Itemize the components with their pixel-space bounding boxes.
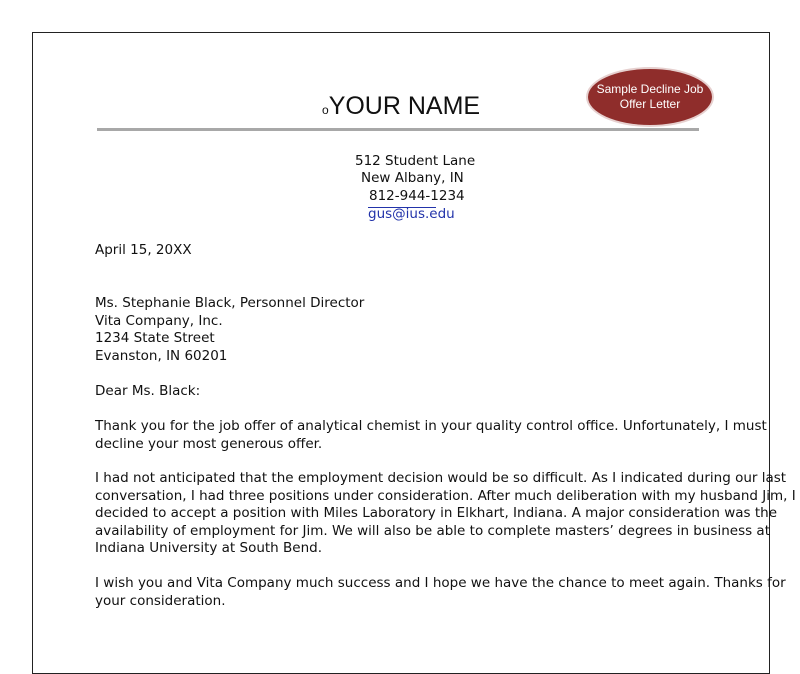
paragraph-1 [95,418,767,453]
badge-line-1: Sample Decline Job [596,82,704,96]
sender-street: 512 Student Lane [355,153,476,169]
paragraph-line: decline your most generous offer. [95,435,323,452]
salutation: Dear Ms. Black: [95,383,201,399]
paragraph-line: decided to accept a position with Miles Laboratory in Elkhart, Indiana. A major consideration was the [95,505,778,521]
recipient-address [95,295,364,365]
sender-name: YOUR NAME [328,92,481,120]
sample-badge [588,69,712,125]
badge-line-2: Offer Letter [619,97,681,111]
paragraph-line: I wish you and Vita Company much success and I hope we have the chance to meet again. Thanks for [95,575,786,591]
recipient-line: Ms. Stephanie Black, Personnel Director [95,295,365,311]
sender-phone: 812-944-1234 [369,188,465,204]
paragraph-2 [95,470,796,558]
paragraph-line: conversation, I had three positions under consideration. After much deliberation with my husband Jim, I [95,487,796,504]
recipient-line: Evanston, IN 60201 [95,347,228,364]
paragraph-3 [95,575,786,610]
header-divider [97,128,699,131]
paragraph-line: your consideration. [95,592,226,609]
bullet-marker: o [322,103,329,117]
paragraph-line: availability of employment for Jim. We will also be able to complete masters’ degrees in business at [95,522,770,539]
sender-email-link[interactable]: gus@ius.edu [368,206,455,222]
recipient-line: Vita Company, Inc. [95,312,223,329]
recipient-line: 1234 State Street [95,330,215,346]
paragraph-line: Indiana University at South Bend. [95,540,323,556]
paragraph-line: I had not anticipated that the employment decision would be so difficult. As I indicated during our last [95,470,787,486]
letter-date: April 15, 20XX [95,242,192,258]
sender-name-heading [322,92,480,121]
paragraph-line: Thank you for the job offer of analytical chemist in your quality control office. Unfortunately, I must [95,418,767,434]
sender-city: New Albany, IN [361,170,464,186]
